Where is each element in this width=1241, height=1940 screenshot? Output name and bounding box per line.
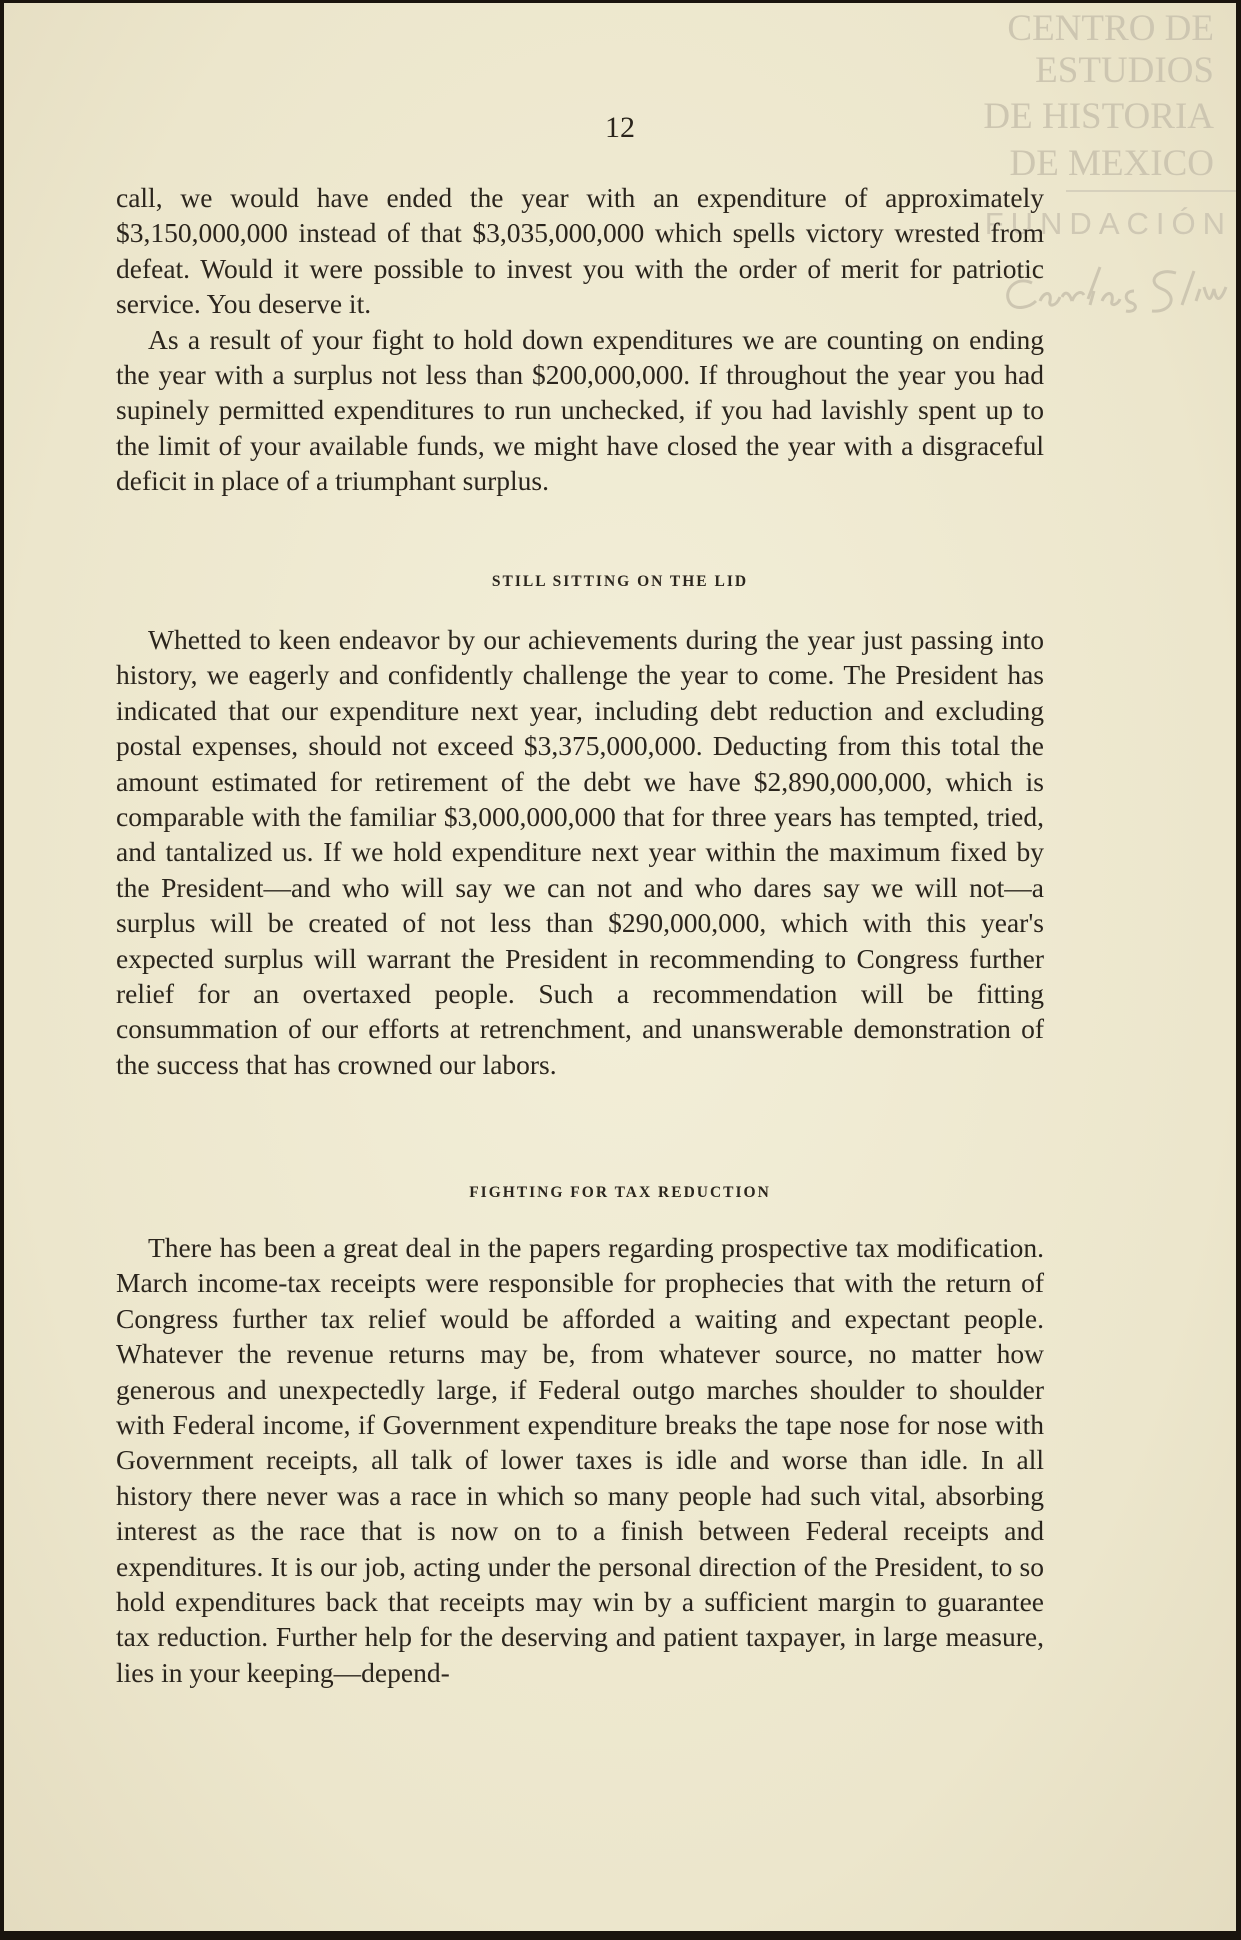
paragraph-surplus: As a result of your fight to hold down expenditures we are counting on ending the year with a surplus not less than $200,000,000. If throughout the year you had supinely permitted expenditures to run unchecked, if you had lavishly spent up to the limit of your available funds, we might have closed the year with a disgraceful deficit in place of a triumphant surplus. — [116, 323, 1044, 497]
text-block-2 — [116, 622, 1044, 1082]
watermark-line-1: CENTRO DE — [1007, 8, 1214, 49]
paragraph-continuation: call, we would have ended the year with an expenditure of approximately $3,150,000,000 instead of that $3,035,000,000 which spells victory wrested from defeat. Would it were possible to invest you with the order of merit for patriotic service. You deserve it. — [116, 182, 1044, 320]
paragraph-tax-modification: There has been a great deal in the papers regarding prospective tax modification. March income-tax receipts were responsible for prophecies that with the return of Congress further tax relief would be afforded a waiting and expectant people. Whatever the revenue returns may be, from whatever source, no matter how generous and unexpectedly large, if Federal outgo marches shoulder to shoulder with Federal income, if Government expenditure breaks the tape nose for nose with Government receipts, all talk of lower taxes is idle and worse than idle. In all history there never was a race in which so many people had such vital, absorbing interest as the race that is now on to a finish between Federal receipts and expenditures. It is our job, acting under the personal direction of the President, to so hold expenditures back that receipts may win by a sufficient margin to guarantee tax reduction. Further help for the deserving and patient taxpayer, in large measure, lies in your keeping—depend- — [116, 1232, 1044, 1688]
paragraph-challenge: Whetted to keen endeavor by our achievements during the year just passing into history, we eagerly and confidently challenge the year to come. The President has indicated that our expenditure next year, including debt reduction and excluding postal expenses, should not exceed $3,375,000,000. Deducting from this total the amount estimated for retirement of the debt we have $2,890,000,000, which is comparable with the familiar $3,000,000,000 that for three years has tempted, tried, and tantalized us. If we hold expenditure next year within the maximum fixed by the President—and who will say we can not and who dares say we will not—a surplus will be created of not less than $290,000,000, which with this year's expected surplus will warrant the President in recommending to Congress further relief for an overtaxed people. Such a recommendation will be fitting consummation of our efforts at retrenchment, and unanswerable demonstration of the success that has crowned our labors. — [116, 624, 1044, 1080]
document-page — [4, 3, 1236, 1931]
watermark-divider — [1066, 190, 1236, 192]
page-number: 12 — [605, 111, 635, 144]
section-heading-tax: FIGHTING FOR TAX REDUCTION — [469, 1184, 771, 1201]
section-heading-lid: STILL SITTING ON THE LID — [491, 573, 749, 590]
watermark-line-3: DE HISTORIA — [983, 96, 1214, 137]
watermark-foundation: FUNDACIÓN — [984, 206, 1232, 241]
text-block-3 — [116, 1230, 1044, 1690]
watermark-line-2: ESTUDIOS — [1035, 50, 1214, 91]
text-block-1 — [116, 180, 1044, 499]
watermark-line-4: DE MEXICO — [1009, 143, 1214, 184]
